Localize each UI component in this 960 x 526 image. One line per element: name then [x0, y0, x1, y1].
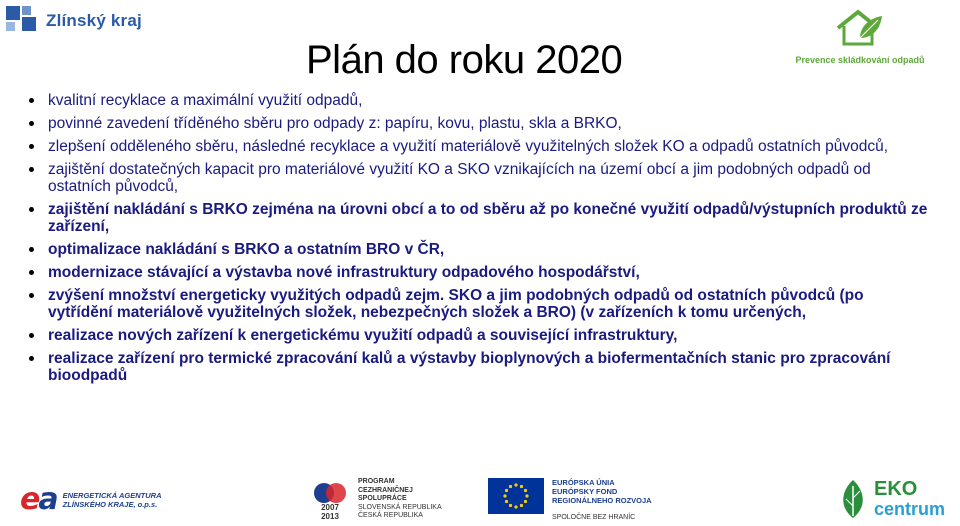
bullet-item: zvýšení množství energeticky využitých odpadů zejm. SKO a jim podobných odpadů od ostatních původců (po vytřídění materiálově využitelných složek, nebezpečných složek a BRO) (v zařízeních k tomu určených,: [28, 287, 928, 321]
pc-year2: 2013: [321, 512, 339, 522]
pc-line4: SLOVENSKÁ REPUBLIKA: [358, 503, 442, 511]
ea-logo: [20, 482, 162, 517]
ea-line2: ZLÍNSKÉHO KRAJE, o.p.s.: [62, 499, 158, 509]
ea-line1: ENERGETICKÁ AGENTURA: [62, 490, 162, 500]
bullet-item: realizace zařízení pro termické zpracování kalů a výstavby bioplynových a biofermentačních stanic pro zpracování bioodpadů: [28, 350, 928, 384]
bullet-item: optimalizace nakládání s BRKO a ostatním BRO v ČR,: [28, 241, 928, 258]
eu-line3: REGIONÁLNEHO ROZVOJA: [552, 496, 652, 505]
eu-line2: EURÓPSKY FOND: [552, 487, 618, 496]
bullet-item: zajištění nakládání s BRKO zejména na úrovni obcí a to od sběru až po konečné využití odpadů/výstupních produktů ze zařízení,: [28, 201, 928, 235]
bullet-item: modernizace stávající a výstavba nové infrastruktury odpadového hospodářství,: [28, 264, 928, 281]
pc-year1: 2007: [321, 503, 339, 513]
eko-centrum-logo: [836, 478, 945, 520]
bullet-item: zajištění dostatečných kapacit pro materiálové využití KO a SKO vznikajících na území obcí a jim podobných odpadů od ostatních původců,: [28, 161, 928, 195]
org-name: Zlínský kraj: [46, 11, 142, 30]
eu-line1: EURÓPSKA ÚNIA: [552, 478, 615, 487]
eko-line2: centrum: [874, 499, 946, 519]
pc-line3: SPOLUPRÁCE: [358, 495, 407, 502]
bullet-item: zlepšení odděleného sběru, následné recyklace a využití materiálově využitelných složek KO a odpadů ostatních původců,: [28, 138, 928, 155]
program-cezhranicnej-icon: [308, 479, 352, 522]
eu-line4: SPOLOČNE BEZ HRANÍC: [552, 514, 636, 521]
pc-line2: CEZHRANIČNEJ: [358, 486, 413, 494]
ea-logo-icon: ea: [20, 482, 57, 517]
bullet-item: kvalitní recyklace a maximální využití odpadů,: [28, 92, 928, 109]
bullet-item: realizace nových zařízení k energetickému využití odpadů a související infrastruktury,: [28, 327, 928, 344]
prevence-logo: [790, 4, 930, 65]
program-cezhranicnej-logo: [308, 478, 442, 521]
eko-centrum-icon: [836, 478, 870, 520]
bullet-list: [28, 92, 928, 390]
footer-logos: [0, 476, 960, 525]
eko-line1: EKO: [874, 478, 918, 500]
zlinsky-kraj-logo: [6, 6, 142, 36]
pc-line1: PROGRAM: [358, 478, 395, 485]
prevence-label: Prevence skládkování odpadů: [795, 55, 925, 65]
page-title: Plán do roku 2020: [306, 38, 623, 82]
prevence-house-leaf-icon: [830, 4, 890, 48]
bullet-item: povinné zavedení tříděného sběru pro odpady z: papíru, kovu, plastu, skla a BRKO,: [28, 115, 928, 132]
pc-line5: ČESKÁ REPUBLIKA: [358, 512, 423, 519]
eu-flag-icon: [488, 478, 544, 514]
eu-logo: [488, 478, 652, 522]
zlinsky-kraj-logo-icon: [6, 6, 40, 36]
